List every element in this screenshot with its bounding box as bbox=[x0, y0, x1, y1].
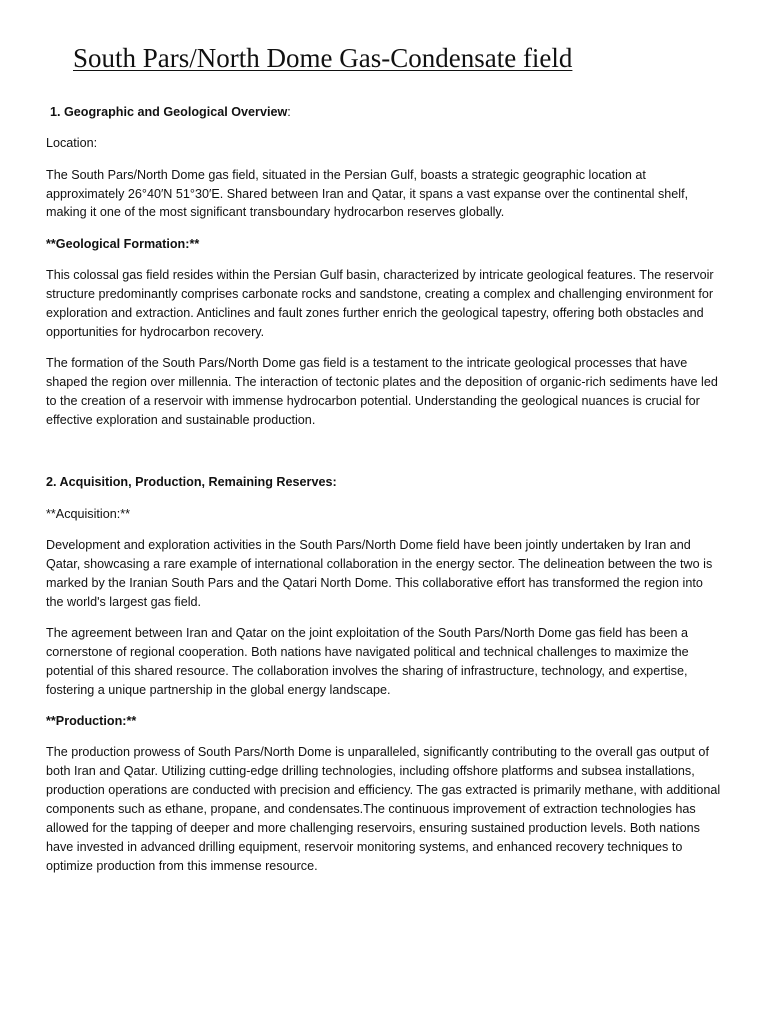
geological-paragraph-1: This colossal gas field resides within the Persian Gulf basin, characterized by intricate geological features. The reservoir structure predominantly comprises carbonate rocks and sandstone, creating a complex and challenging environment for exploration and extraction. Anticlines and fault zones further enrich the geological tapestry, offering both obstacles and opportunities for hydrocarbon recovery. bbox=[46, 268, 714, 339]
document-body bbox=[46, 103, 722, 888]
acquisition-paragraph-2: The agreement between Iran and Qatar on the joint exploitation of the South Pars/North Dome gas field has been a cornerstone of regional cooperation. Both nations have navigated political and technical challenges to maximize the potential of this shared resource. The collaboration involves the sharing of infrastructure, technology, and expertise, fostering a unique partnership in the global energy landscape. bbox=[46, 625, 689, 697]
location-paragraph: The South Pars/North Dome gas field, situated in the Persian Gulf, boasts a strategic geographic location at approximately 26°40′N 51°30′E. Shared between Iran and Qatar, it spans a vast expanse over the continental shelf, making it one of the most significant transboundary hydrocarbon reserves globally. bbox=[46, 167, 689, 220]
section-1-heading bbox=[46, 103, 722, 122]
document-title: South Pars/North Dome Gas-Condensate field bbox=[73, 43, 573, 73]
geological-paragraph-2: The formation of the South Pars/North Dome gas field is a testament to the intricate geological processes that have shaped the region over millennia. The interaction of tectonic plates and the deposition of organic-rich sediments have led to the creation of a reservoir with immense hydrocarbon potential. Understanding the geological nuances is crucial for effective exploration and sustainable production. bbox=[46, 356, 718, 427]
section-1-heading-colon: : bbox=[287, 105, 291, 119]
section-1-heading-text: 1. Geographic and Geological Overview bbox=[50, 105, 288, 119]
section-spacer bbox=[46, 442, 722, 473]
location-label: Location: bbox=[46, 136, 98, 151]
production-heading: **Production:** bbox=[46, 713, 137, 728]
acquisition-paragraph-1: Development and exploration activities in the South Pars/North Dome field have been jointly undertaken by Iran and Qatar, showcasing a rare example of international collaboration in the energy sector. The delineation between the two is marked by the Iranian South Pars and the Qatari North Dome. This collaborative effort has transformed the region into the world's largest gas field. bbox=[46, 537, 713, 609]
acquisition-heading: **Acquisition:** bbox=[46, 506, 131, 521]
section-2-heading: 2. Acquisition, Production, Remaining Reserves: bbox=[46, 475, 337, 490]
geological-formation-heading: **Geological Formation:** bbox=[46, 236, 200, 251]
production-paragraph: The production prowess of South Pars/North Dome is unparalleled, significantly contributing to the overall gas output of both Iran and Qatar. Utilizing cutting-edge drilling technologies, including offshore platforms and subsea installations, production operations are conducted with precision and efficiency. The gas extracted is primarily methane, with additional components such as ethane, propane, and condensates.The continuous improvement of extraction technologies has allowed for the tapping of deeper and more challenging reservoirs, ensuring sustained production levels. Both nations have invested in advanced drilling equipment, reservoir monitoring systems, and enhanced recovery techniques to optimize production from this immense resource. bbox=[46, 745, 721, 873]
